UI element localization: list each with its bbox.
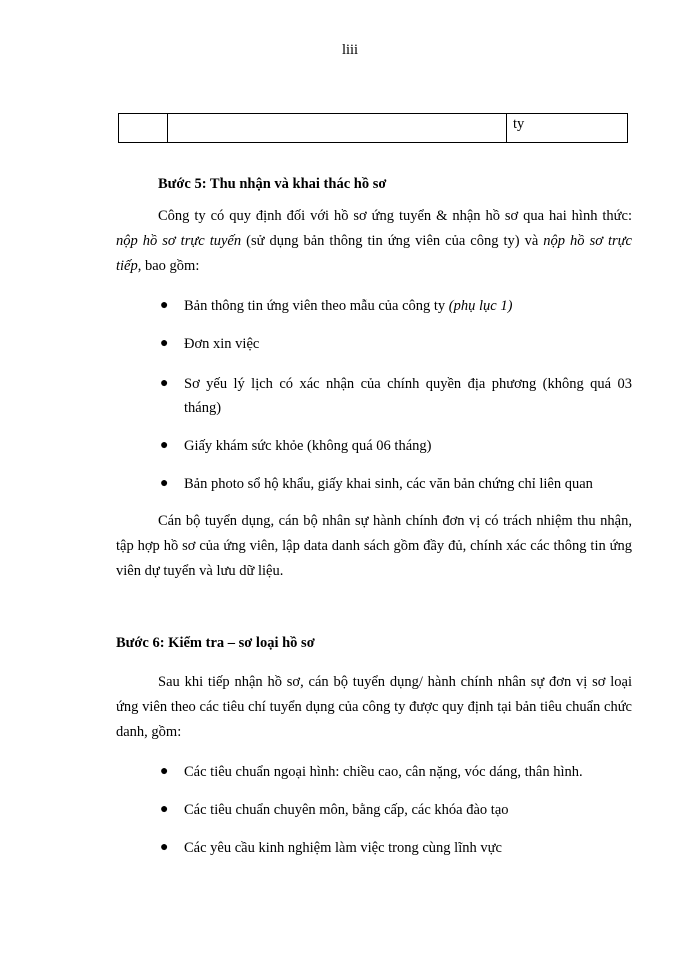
- list-item: [160, 332, 632, 356]
- bullet-icon: ●: [160, 840, 169, 855]
- page-number: liii: [341, 42, 359, 58]
- table-fragment: [118, 113, 628, 143]
- bullet-icon: ●: [160, 764, 169, 779]
- table-cell: [168, 114, 507, 143]
- bullet-icon: ●: [160, 476, 169, 491]
- list-item-italic: (phụ lục 1): [448, 298, 513, 314]
- bullet-icon: ●: [160, 298, 169, 313]
- list-item: [160, 836, 632, 860]
- step5-intro-paragraph: [116, 204, 632, 279]
- step5-intro-text-3: , bao gồm:: [137, 258, 200, 274]
- list-item: [160, 760, 632, 784]
- bullet-icon: ●: [160, 802, 169, 817]
- list-item: [160, 434, 632, 458]
- bullet-icon: ●: [160, 438, 169, 453]
- list-item-text: Sơ yếu lý lịch có xác nhận của chính quyền địa phương (không quá 03 tháng): [184, 376, 632, 416]
- step5-intro-text-2: (sử dụng bản thông tin ứng viên của công ty) và: [241, 233, 544, 249]
- list-item: [160, 294, 632, 318]
- list-item-text: Đơn xin việc: [184, 336, 260, 352]
- list-item: [160, 372, 632, 420]
- table-row: [119, 114, 628, 143]
- table-cell: ty: [507, 114, 628, 143]
- step5-closing-paragraph: Cán bộ tuyển dụng, cán bộ nhân sự hành chính đơn vị có trách nhiệm thu nhận, tập hợp hồ sơ của ứng viên, lập data danh sách gồm đầy đủ, chính xác các thông tin ứng viên dự tuyển và lưu dữ liệu.: [116, 513, 632, 579]
- list-item: [160, 798, 632, 822]
- list-item-text: Các yêu cầu kinh nghiệm làm việc trong cùng lĩnh vực: [184, 840, 502, 856]
- list-item-text: Các tiêu chuẩn chuyên môn, bằng cấp, các khóa đào tạo: [184, 802, 509, 818]
- step5-intro-text-1: Công ty có quy định đối với hồ sơ ứng tuyển & nhận hồ sơ qua hai hình thức:: [158, 208, 632, 224]
- step5-title: Bước 5: Thu nhận và khai thác hồ sơ: [158, 176, 387, 192]
- step5-intro-italic-1: nộp hồ sơ trực tuyến: [116, 233, 242, 249]
- list-item-text: Bản photo sổ hộ khẩu, giấy khai sinh, các văn bản chứng chỉ liên quan: [184, 476, 593, 492]
- list-item-text: Bản thông tin ứng viên theo mẫu của công ty: [184, 298, 449, 314]
- bullet-icon: ●: [160, 376, 169, 391]
- list-item: [160, 472, 632, 496]
- step6-intro-paragraph: Sau khi tiếp nhận hồ sơ, cán bộ tuyển dụng/ hành chính nhân sự đơn vị sơ loại ứng viên theo các tiêu chí tuyển dụng của công ty được quy định tại bản tiêu chuẩn chức danh, gồm:: [116, 674, 632, 740]
- list-item-text: Các tiêu chuẩn ngoại hình: chiều cao, cân nặng, vóc dáng, thân hình.: [184, 764, 583, 780]
- list-item-text: Giấy khám sức khỏe (không quá 06 tháng): [184, 438, 432, 454]
- table-cell: [119, 114, 168, 143]
- bullet-icon: ●: [160, 336, 169, 351]
- step6-title: Bước 6: Kiểm tra – sơ loại hồ sơ: [116, 635, 315, 651]
- step5-intro-italic-2: nộp hồ sơ trực tiếp: [116, 233, 632, 274]
